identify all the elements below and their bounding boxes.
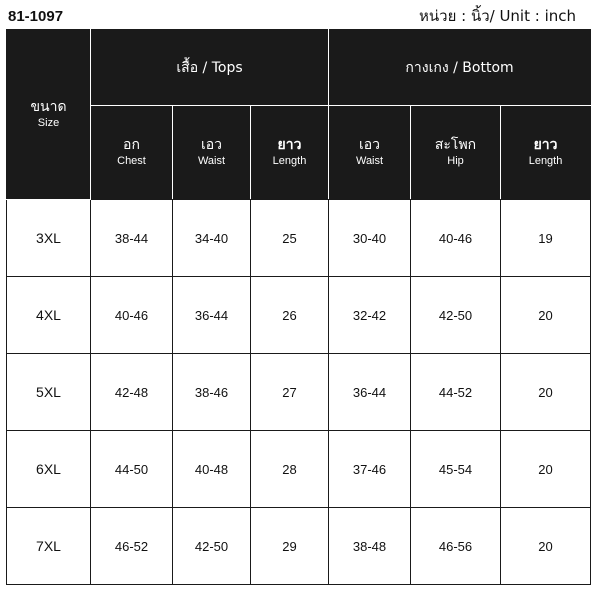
tops-waist-cell: 38-46 [173,354,251,431]
size-header [7,30,91,200]
column-header-thai: ยาว [533,137,558,153]
tops-waist-cell: 36-44 [173,277,251,354]
column-header-eng: Chest [117,155,146,167]
bottom-group-label: กางเกง / Bottom [405,59,514,76]
tops-chest-cell: 38-44 [91,200,173,277]
size-cell: 4XL [7,277,91,354]
tops-group-header [91,30,329,106]
tops-length-cell: 27 [251,354,329,431]
tops-chest-cell: 44-50 [91,431,173,508]
column-header-bottom-hip [411,106,501,200]
table-row [7,200,591,277]
tops-length-cell: 29 [251,508,329,585]
column-header-eng: Waist [355,155,384,167]
size-chart-table [6,29,591,585]
bottom-waist-cell: 32-42 [329,277,411,354]
size-header-thai: ขนาด [30,99,67,115]
size-cell: 6XL [7,431,91,508]
tops-waist-cell: 34-40 [173,200,251,277]
bottom-length-cell: 20 [501,277,591,354]
bottom-group-header [329,30,591,106]
top-bar [8,4,576,28]
product-code: 81-1097 [8,7,64,25]
size-header-eng: Size [37,117,60,129]
bottom-waist-cell: 38-48 [329,508,411,585]
tops-chest-cell: 46-52 [91,508,173,585]
bottom-hip-cell: 40-46 [411,200,501,277]
header-row-columns [7,106,591,200]
column-header-tops-waist [173,106,251,200]
column-header-thai: สะโพก [434,137,477,153]
tops-length-cell: 28 [251,431,329,508]
bottom-hip-cell: 45-54 [411,431,501,508]
bottom-length-cell: 20 [501,431,591,508]
bottom-length-cell: 20 [501,354,591,431]
table-row [7,508,591,585]
column-header-thai: อก [123,137,140,153]
bottom-waist-cell: 30-40 [329,200,411,277]
size-cell: 3XL [7,200,91,277]
column-header-eng: Length [528,155,563,167]
column-header-eng: Hip [447,155,464,167]
column-header-thai: ยาว [277,137,302,153]
tops-group-label: เสื้อ / Tops [176,59,243,76]
header-row-groups [7,30,591,106]
unit-label: หน่วย : นิ้ว/ Unit : inch [419,7,576,25]
bottom-hip-cell: 46-56 [411,508,501,585]
table-row [7,277,591,354]
column-header-bottom-length [501,106,591,200]
column-header-tops-chest [91,106,173,200]
column-header-bottom-waist [329,106,411,200]
size-cell: 5XL [7,354,91,431]
bottom-waist-cell: 36-44 [329,354,411,431]
tops-chest-cell: 40-46 [91,277,173,354]
table-row [7,354,591,431]
column-header-thai: เอว [358,137,381,153]
bottom-waist-cell: 37-46 [329,431,411,508]
column-header-thai: เอว [200,137,223,153]
table-row [7,431,591,508]
tops-chest-cell: 42-48 [91,354,173,431]
bottom-length-cell: 20 [501,508,591,585]
bottom-hip-cell: 44-52 [411,354,501,431]
column-header-eng: Length [272,155,307,167]
column-header-eng: Waist [197,155,226,167]
bottom-hip-cell: 42-50 [411,277,501,354]
tops-waist-cell: 40-48 [173,431,251,508]
column-header-tops-length [251,106,329,200]
tops-length-cell: 26 [251,277,329,354]
tops-waist-cell: 42-50 [173,508,251,585]
tops-length-cell: 25 [251,200,329,277]
bottom-length-cell: 19 [501,200,591,277]
size-cell: 7XL [7,508,91,585]
